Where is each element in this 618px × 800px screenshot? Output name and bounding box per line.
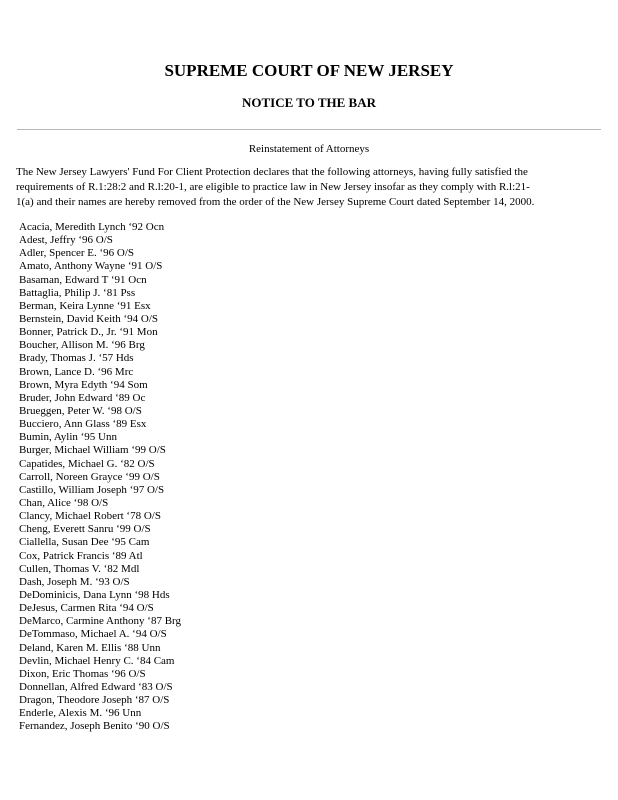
list-item: DeMarco, Carmine Anthony ‘87 Brg bbox=[19, 615, 182, 628]
list-item: Bumin, Aylin ‘95 Unn bbox=[19, 431, 117, 444]
attorney-list bbox=[19, 221, 419, 733]
list-item: Carroll, Noreen Grayce ‘99 O/S bbox=[19, 470, 160, 483]
list-item: Dixon, Eric Thomas ‘96 O/S bbox=[19, 667, 146, 680]
list-item: Enderle, Alexis M. ‘96 Unn bbox=[19, 707, 142, 720]
list-item: DeJesus, Carmen Rita ‘94 O/S bbox=[19, 602, 154, 615]
list-item: Brown, Myra Edyth ‘94 Som bbox=[19, 378, 148, 391]
list-item: Clancy, Michael Robert ‘78 O/S bbox=[19, 510, 161, 523]
list-item: Brown, Lance D. ‘96 Mrc bbox=[19, 365, 134, 378]
list-item: Dragon, Theodore Joseph ‘87 O/S bbox=[19, 694, 170, 707]
list-item: Boucher, Allison M. ‘96 Brg bbox=[19, 339, 145, 352]
notice-subtitle: NOTICE TO THE BAR bbox=[241, 95, 377, 110]
list-item: Bucciero, Ann Glass ‘89 Esx bbox=[19, 418, 147, 431]
page-title: SUPREME COURT OF NEW JERSEY bbox=[164, 61, 454, 80]
list-item: Battaglia, Philip J. ‘81 Pss bbox=[19, 286, 136, 299]
section-heading: Reinstatement of Attorneys bbox=[248, 143, 370, 155]
list-item: Amato, Anthony Wayne ‘91 O/S bbox=[19, 260, 163, 273]
list-item: Cheng, Everett Sanru ‘99 O/S bbox=[19, 523, 151, 536]
list-item: Basaman, Edward T ‘91 Ocn bbox=[19, 273, 147, 286]
list-item: Adler, Spencer E. ‘96 O/S bbox=[19, 247, 135, 260]
list-item: Chan, Alice ‘98 O/S bbox=[19, 496, 109, 509]
list-item: DeTommaso, Michael A. ‘94 O/S bbox=[19, 628, 167, 641]
list-item: Castillo, William Joseph ‘97 O/S bbox=[19, 483, 165, 496]
list-item: Capatides, Michael G. ‘82 O/S bbox=[19, 457, 155, 470]
horizontal-divider bbox=[17, 129, 601, 130]
list-item: Brueggen, Peter W. ‘98 O/S bbox=[19, 404, 142, 417]
list-item: Dash, Joseph M. ‘93 O/S bbox=[19, 575, 130, 588]
list-item: Ciallella, Susan Dee ‘95 Cam bbox=[19, 536, 150, 549]
intro-line: The New Jersey Lawyers' Fund For Client Protection declares that the following attorneys, having fully satisfied the bbox=[16, 166, 528, 178]
list-item: DeDominicis, Dana Lynn ‘98 Hds bbox=[19, 588, 170, 601]
list-item: Adest, Jeffry ‘96 O/S bbox=[19, 234, 113, 247]
list-item: Brady, Thomas J. ‘57 Hds bbox=[19, 352, 134, 365]
list-item: Acacia, Meredith Lynch ‘92 Ocn bbox=[19, 221, 165, 233]
list-item: Cullen, Thomas V. ‘82 Mdl bbox=[19, 562, 140, 575]
list-item: Fernandez, Joseph Benito ‘90 O/S bbox=[19, 720, 170, 733]
list-item: Burger, Michael William ‘99 O/S bbox=[19, 444, 166, 457]
list-item: Bernstein, David Keith ‘94 O/S bbox=[19, 312, 159, 325]
list-item: Cox, Patrick Francis ‘89 Atl bbox=[19, 549, 143, 562]
intro-line: 1(a) and their names are hereby removed from the order of the New Jersey Supreme Court dated September 14, 2000. bbox=[16, 196, 535, 208]
list-item: Berman, Keira Lynne ‘91 Esx bbox=[19, 299, 151, 312]
list-item: Bonner, Patrick D., Jr. ‘91 Mon bbox=[19, 326, 158, 339]
list-item: Bruder, John Edward ‘89 Oc bbox=[19, 391, 146, 404]
intro-paragraph bbox=[16, 165, 608, 210]
intro-line: requirements of R.1:28:2 and R.l:20-1, are eligible to practice law in New Jersey insofar as they comply with R.l:21- bbox=[16, 181, 530, 193]
list-item: Donnellan, Alfred Edward ‘83 O/S bbox=[19, 680, 173, 693]
list-item: Deland, Karen M. Ellis ‘88 Unn bbox=[19, 641, 161, 654]
list-item: Devlin, Michael Henry C. ‘84 Cam bbox=[19, 654, 175, 667]
